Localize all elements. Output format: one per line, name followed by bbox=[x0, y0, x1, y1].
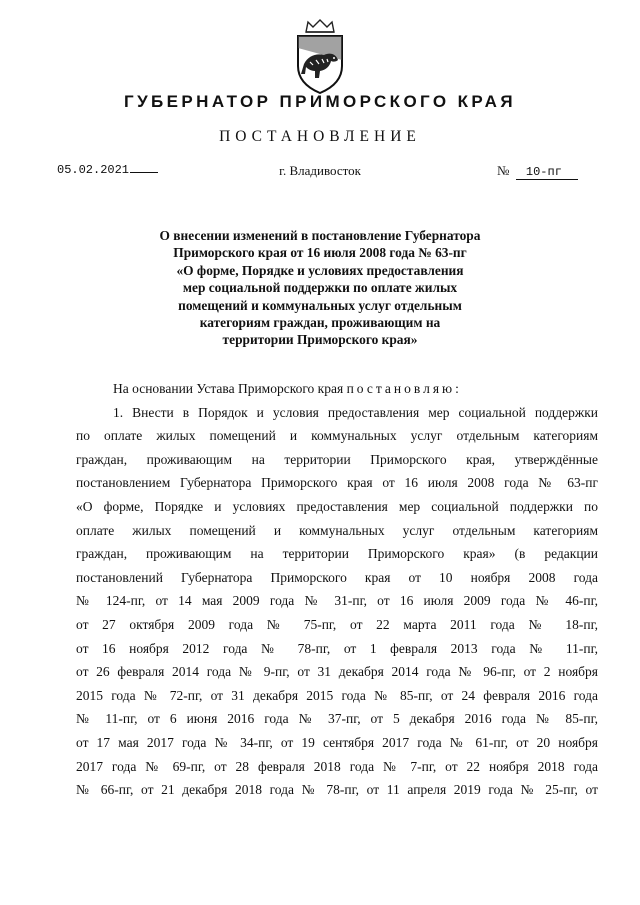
number-value: 10-пг bbox=[516, 165, 578, 180]
document-body bbox=[76, 377, 598, 802]
heading-line: категориям граждан, проживающим на bbox=[199, 315, 441, 331]
body-line: № 11-пг, от 6 июня 2016 года № 37-пг, от 5 декабря 2016 года № 85-пг, bbox=[76, 711, 598, 727]
body-line: от 16 ноября 2012 года № 78-пг, от 1 февраля 2013 года № 11-пг, bbox=[76, 640, 598, 656]
body-line: 2015 года № 72-пг, от 31 декабря 2015 года № 85-пг, от 24 февраля 2016 года bbox=[76, 687, 598, 703]
body-line: постановлением Губернатора Приморского края от 16 июля 2008 года № 63-пг bbox=[76, 475, 598, 491]
body-line: № 124-пг, от 14 мая 2009 года № 31-пг, от 16 июля 2009 года № 46-пг, bbox=[76, 593, 598, 609]
basis-paragraph: На основании Устава Приморского края постановляю: bbox=[113, 381, 462, 396]
document-number bbox=[497, 163, 578, 180]
body-line: № 66-пг, от 21 декабря 2018 года № 78-пг, от 11 апреля 2019 года № 25-пг, от bbox=[76, 782, 598, 798]
body-line: граждан, проживающим на территории Приморского края, утверждённые bbox=[76, 451, 598, 467]
heading-line: помещений и коммунальных услуг отдельным bbox=[178, 297, 462, 313]
body-line: 1. Внести в Порядок и условия предоставления мер социальной поддержки bbox=[113, 404, 598, 420]
document-city: г. Владивосток bbox=[279, 163, 361, 178]
body-line: 2017 года № 69-пг, от 28 февраля 2018 года № 7-пг, от 22 ноября 2018 года bbox=[76, 758, 598, 774]
heading-line: территории Приморского края» bbox=[222, 332, 418, 348]
body-line: оплате жилых помещений и коммунальных услуг отдельным категориям bbox=[76, 522, 598, 538]
heading-line: О внесении изменений в постановление Губернатора bbox=[159, 228, 481, 243]
body-line: от 17 мая 2017 года № 34-пг, от 19 сентября 2017 года № 61-пг, от 20 ноября bbox=[76, 734, 598, 750]
document-date: 05.02.2021 bbox=[57, 163, 158, 177]
coat-of-arms-icon bbox=[286, 18, 354, 96]
number-label: № bbox=[497, 163, 510, 178]
heading-line: мер социальной поддержки по оплате жилых bbox=[182, 280, 458, 296]
body-line: граждан, проживающим на территории Приморского края» (в редакции bbox=[76, 546, 598, 562]
document-type: ПОСТАНОВЛЕНИЕ bbox=[219, 128, 421, 145]
document-heading bbox=[110, 227, 530, 349]
issuing-authority: ГУБЕРНАТОР ПРИМОРСКОГО КРАЯ bbox=[124, 92, 516, 111]
body-line: постановлений Губернатора Приморского края от 10 ноября 2008 года bbox=[76, 569, 598, 585]
decree-verb: постановляю: bbox=[346, 381, 462, 396]
body-line: от 26 февраля 2014 года № 9-пг, от 31 декабря 2014 года № 96-пг, от 2 ноября bbox=[76, 664, 598, 680]
heading-line: «О форме, Порядке и условиях предоставления bbox=[176, 262, 464, 278]
body-line: по оплате жилых помещений и коммунальных услуг отдельным категориям bbox=[76, 428, 598, 444]
paragraph-1 bbox=[76, 401, 598, 802]
heading-line: Приморского края от 16 июля 2008 года № 63-пг bbox=[173, 245, 467, 261]
body-line: от 27 октября 2009 года № 75-пг, от 22 марта 2011 года № 18-пг, bbox=[76, 616, 598, 632]
body-line: «О форме, Порядке и условиях предоставления мер социальной поддержки по bbox=[76, 498, 598, 514]
